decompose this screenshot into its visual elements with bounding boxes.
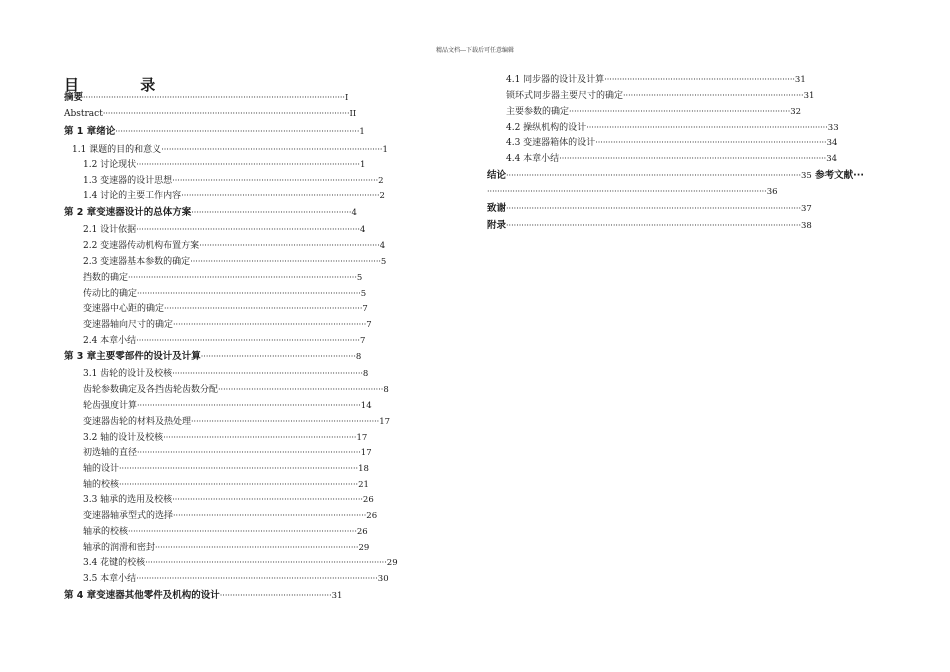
toc-entry-page: 4 [379,241,386,251]
toc-entry-leader: ············································································ [173,320,367,329]
toc-entry-leader: ············································ [219,591,332,600]
toc-left-entry[interactable] [83,319,372,331]
toc-entry-leader: ·········································································· [191,417,380,426]
toc-entry-leader: ································································································· [102,109,350,118]
toc-entry-page: 8 [362,369,369,379]
toc-entry-page: 35 [801,171,812,181]
toc-left-entry[interactable] [64,92,348,104]
toc-entry-title: 附录 [487,220,507,231]
toc-left-entry[interactable] [83,432,367,444]
toc-entry-page: 17 [360,448,372,458]
toc-entry-title: 轴的校核 [83,480,120,490]
toc-entry-leader: ··························································································· [595,138,827,147]
toc-entry-leader: ····························································· [200,352,356,361]
toc-entry-page: 1 [382,145,388,155]
toc-entry-leader: ·························································································· [128,273,357,282]
toc-entry-page: 17 [356,433,368,443]
toc-entry-page: 7 [366,320,372,330]
toc-entry-title: 1.4 讨论的主要工作内容 [83,191,182,201]
toc-right-entry[interactable] [506,122,839,134]
toc-entry-title: 2.2 变速器传动机构布置方案 [83,241,200,251]
toc-entry-page: 1 [359,127,365,137]
toc-entry-title: 1.3 变速器的设计思想 [83,176,173,186]
toc-left-entry[interactable] [83,384,389,396]
toc-entry-leader: ························································································ [137,448,361,457]
toc-entry-leader: ·············································································· [181,191,380,200]
toc-entry-page: 8 [355,352,362,362]
toc-left-entry[interactable] [83,335,365,347]
toc-entry-title: 1.1 课题的目的和意义 [72,145,162,155]
toc-left-entry[interactable] [83,240,385,252]
toc-entry-title: 4.1 同步器的设计及计算 [506,75,605,85]
toc-entry-leader: ······························································································· [145,558,387,567]
toc-entry-leader: ························································································ [136,336,360,345]
toc-entry-page: 7 [362,304,368,314]
toc-left-entry[interactable] [83,272,362,284]
toc-left-entry[interactable] [83,175,384,187]
toc-entry-title: 第 4 章变速器其他零件及机构的设计 [64,590,220,601]
toc-entry-title: 传动比的确定 [83,289,138,299]
toc-entry-title: 变速器齿轮的材料及热处理 [83,417,192,427]
toc-left-entry[interactable] [83,557,398,569]
toc-entry-page: 31 [794,75,806,85]
toc-entry-title: 摘要 [64,92,84,103]
toc-left-entry[interactable] [83,368,368,380]
toc-right-entry[interactable] [506,90,814,102]
toc-entry-page: 7 [359,336,366,346]
toc-left-entry[interactable] [83,447,372,459]
toc-entry-leader: ······································································· [623,91,804,100]
toc-entry-page: 29 [358,543,370,553]
toc-entry-leader: ······························································································ [119,480,359,489]
toc-left-entry[interactable] [83,190,385,202]
toc-entry-page: 4 [351,208,357,218]
toc-entry-leader: ··········································································· [172,369,363,378]
toc-entry-title: 轴承的润滑和密封 [83,543,156,553]
toc-entry-title: 2.4 本章小结 [83,336,137,346]
toc-right-entry[interactable] [487,220,812,232]
toc-entry-title: 挡数的确定 [83,273,129,283]
toc-entry-page: 2 [378,176,384,186]
toc-entry-page: 29 [386,558,398,568]
toc-entry-page: 4 [359,225,366,235]
toc-entry-page: 30 [377,574,389,584]
toc-entry-page: 34 [826,154,838,164]
toc-entry-leader: ······························································································· [586,123,828,132]
toc-entry-leader: ························································································ [136,160,360,169]
toc-entry-leader: ························································································ [137,289,361,298]
toc-right-entry[interactable] [487,170,864,182]
toc-entry-leader: ······························································· [191,208,352,217]
toc-entry-leader: ·············································································································· [487,187,767,196]
toc-entry-title: 4.3 变速器箱体的设计 [506,138,596,148]
toc-left-entry[interactable] [83,303,368,315]
toc-right-entry[interactable] [506,137,837,149]
toc-entry-title: 4.2 操纵机构的设计 [506,123,587,133]
toc-entry-title: 1.2 讨论现状 [83,160,137,170]
toc-entry-page: 5 [380,257,387,267]
toc-left-entry[interactable] [83,416,390,428]
toc-entry-leader: ···················································································································· [506,221,801,230]
toc-entry-leader: ························································································ [137,401,361,410]
toc-right-entry[interactable] [506,106,801,118]
toc-title: 目 录 [64,76,184,94]
toc-left-entry[interactable] [83,288,366,300]
toc-left-entry[interactable] [64,108,356,120]
toc-entry-leader: ································································································ [115,127,360,136]
toc-entry-page: I [344,93,349,103]
toc-entry-page: 5 [356,273,363,283]
toc-entry-title: 第 2 章变速器设计的总体方案 [64,207,192,218]
toc-entry-page: 26 [362,495,374,505]
toc-entry-leader: ·············································································· [164,304,363,313]
toc-entry-leader: ·························································································· [128,527,357,536]
toc-entry-leader: ······················································································· [161,145,383,154]
toc-entry-page: 26 [366,511,378,521]
toc-entry-title: 轴的设计 [83,464,120,474]
toc-entry-title: 3.1 齿轮的设计及校核 [83,369,173,379]
toc-entry-page: II [349,109,357,119]
toc-entry-suffix: 参考文献··· [811,170,864,181]
toc-entry-page: 1 [359,160,366,170]
toc-entry-title: 齿轮参数确定及各挡齿轮齿数分配 [83,385,219,395]
toc-entry-title: 第 3 章主要零部件的设计及计算 [64,351,201,362]
toc-entry-title: 3.3 轴承的选用及校核 [83,495,173,505]
toc-entry-page: 31 [331,591,343,601]
toc-entry-leader: ············································································ [163,433,357,442]
toc-entry-title: 致谢 [487,203,507,214]
toc-right-entry[interactable] [487,203,812,215]
toc-entry-leader: ························································································ [136,225,360,234]
toc-entry-leader: ··········································································· [172,495,363,504]
toc-entry-leader: ······························································································· [136,574,378,583]
toc-entry-page: 8 [383,385,389,395]
toc-right-entry[interactable] [487,186,778,198]
toc-entry-leader: ········································································································· [559,154,827,163]
toc-left-entry[interactable] [83,573,389,585]
toc-left-entry[interactable] [64,126,365,138]
toc-left-entry[interactable] [83,526,368,538]
toc-left-entry[interactable] [64,351,361,363]
toc-entry-page: 26 [356,527,368,537]
toc-entry-leader: ················································································ [155,543,359,552]
toc-left-entry[interactable] [83,463,369,475]
toc-entry-leader: ······································································································· [83,93,345,102]
toc-entry-title: 轮齿强度计算 [83,401,138,411]
toc-entry-title: 3.4 花键的校核 [83,558,146,568]
toc-entry-title: 初选轴的直径 [83,448,138,458]
toc-entry-leader: ···················································································································· [506,204,801,213]
toc-left-entry[interactable] [83,224,365,236]
toc-entry-leader: ··········································································· [604,75,795,84]
toc-left-entry[interactable] [83,542,369,554]
toc-entry-page: 21 [358,480,369,490]
toc-left-entry[interactable] [83,159,365,171]
toc-entry-leader: ································································· [218,385,384,394]
toc-entry-leader: ··········································································· [190,257,381,266]
toc-entry-title: 3.5 本章小结 [83,574,137,584]
toc-left-entry[interactable] [83,479,369,491]
toc-entry-page: 34 [826,138,838,148]
toc-right-entry[interactable] [506,153,837,165]
toc-entry-page: 2 [379,191,385,201]
toc-entry-leader: ······························································································ [119,464,359,473]
toc-left-entry[interactable] [83,494,374,506]
toc-entry-leader: ················································································· [172,176,379,185]
toc-entry-title: 结论 [487,170,507,181]
toc-left-entry[interactable] [83,400,372,412]
toc-entry-page: 17 [379,417,391,427]
toc-entry-title: 主要参数的确定 [506,107,570,117]
toc-entry-page: 18 [358,464,369,474]
toc-entry-leader: ···················································································································· [506,171,801,180]
toc-entry-page: 31 [803,91,815,101]
toc-entry-page: 5 [360,289,367,299]
toc-left-entry[interactable] [83,510,377,522]
toc-entry-title: 轴承的校核 [83,527,129,537]
toc-right-entry[interactable] [506,74,806,86]
toc-entry-page: 37 [801,204,812,214]
toc-entry-title: 第 1 章绪论 [64,126,116,137]
toc-entry-page: 36 [766,187,778,197]
toc-entry-page: 32 [790,107,802,117]
toc-entry-leader: ······································································· [199,241,380,250]
toc-entry-page: 33 [827,123,839,133]
toc-left-entry[interactable] [83,256,386,268]
toc-entry-leader: ······················································································· [569,107,791,116]
toc-entry-title: Abstract [64,109,103,119]
toc-entry-title: 2.1 设计依据 [83,225,137,235]
toc-entry-title: 2.3 变速器基本参数的确定 [83,257,191,267]
toc-entry-title: 3.2 轴的设计及校核 [83,433,164,443]
toc-entry-page: 14 [360,401,372,411]
toc-left-entry[interactable] [64,207,357,219]
toc-entry-title: 变速器轴向尺寸的确定 [83,320,174,330]
toc-entry-title: 4.4 本章小结 [506,154,560,164]
page-header: 精品文档---下载后可任意编辑 [435,47,515,54]
toc-left-entry[interactable] [72,144,388,156]
toc-left-entry[interactable] [64,590,342,602]
toc-entry-title: 锁环式同步器主要尺寸的确定 [506,91,624,101]
toc-entry-title: 变速器轴承型式的选择 [83,511,174,521]
toc-entry-leader: ············································································ [173,511,367,520]
toc-entry-page: 38 [801,221,812,231]
toc-entry-title: 变速器中心距的确定 [83,304,165,314]
